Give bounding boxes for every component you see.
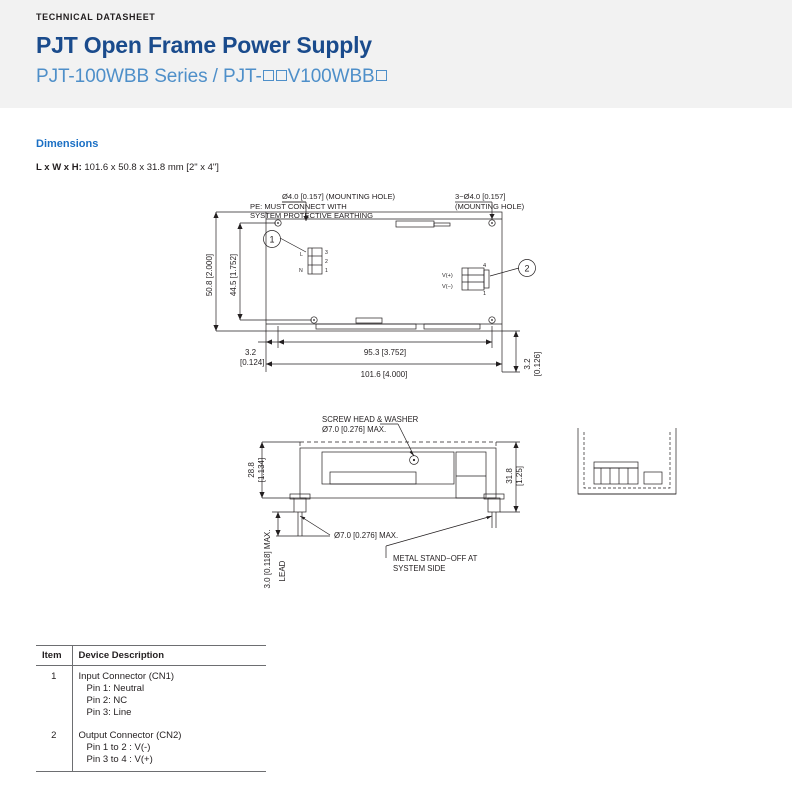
dim-3-2-left-line1: 3.2: [245, 348, 257, 357]
placeholder-box-icon: [263, 70, 274, 81]
table-header: [36, 646, 266, 666]
dim-28-8-line1: 28.8: [247, 462, 256, 478]
callout-1-label: 1: [269, 234, 275, 245]
dim-3-0-lead: 3.0 [0.118] MAX.: [263, 529, 272, 589]
dim-28-8-line2: [1.134]: [257, 457, 266, 483]
dimensions-value: 101.6 x 50.8 x 31.8 mm [2" x 4"]: [84, 162, 219, 173]
cn2-pin-4: 4: [483, 263, 487, 269]
description-line: Pin 1: Neutral: [86, 683, 145, 695]
row-item-number: 2: [36, 725, 72, 772]
subtitle-prefix: PJT-100WBB Series / PJT-: [36, 66, 262, 87]
cn2-label-vminus: V(−): [442, 284, 453, 290]
note-standoff-line1: METAL STAND−OFF AT: [393, 554, 478, 563]
page-title: PJT Open Frame Power Supply: [36, 32, 372, 58]
description-line: Input Connector (CN1): [78, 671, 175, 682]
cn1-label-n: N: [299, 268, 303, 274]
overall-dimensions-line: [36, 162, 219, 173]
table-row: [36, 725, 266, 772]
note-pe-line1: PE: MUST CONNECT WITH: [250, 202, 347, 211]
description-line: Pin 3 to 4 : V(+): [86, 753, 153, 765]
note-pe-line2: SYSTEM PROTECTIVE EARTHING: [250, 211, 374, 220]
dim-31-8-line2: [1.25]: [515, 465, 524, 487]
page-header: [0, 0, 792, 108]
dimension-drawings: [0, 176, 792, 621]
dim-44-5: 44.5 [1.752]: [229, 253, 238, 297]
note-mounting-hole-left: Ø4.0 [0.157] (MOUNTING HOLE): [282, 192, 396, 201]
dimensions-label: L x W x H:: [36, 162, 82, 173]
cn1-pin-3: 3: [325, 250, 328, 256]
cn1-label-l: L: [300, 252, 303, 258]
note-three-holes-line1: 3−Ø4.0 [0.157]: [455, 192, 506, 201]
cn1-pin-1: 1: [325, 268, 328, 274]
description-line: Pin 1 to 2 : V(-): [86, 741, 151, 753]
table-header-row: [36, 646, 266, 666]
placeholder-box-icon: [376, 70, 387, 81]
placeholder-box-icon: [276, 70, 287, 81]
dim-31-8-line1: 31.8: [505, 468, 514, 484]
device-description-table: [36, 645, 266, 772]
eyebrow-label: TECHNICAL DATASHEET: [36, 12, 156, 22]
row-device-description: [72, 725, 266, 772]
section-title-dimensions: Dimensions: [36, 138, 99, 150]
note-standoff-line2: SYSTEM SIDE: [393, 564, 446, 573]
cn2-pin-1: 1: [483, 291, 487, 297]
note-three-holes-line2: (MOUNTING HOLE): [455, 202, 525, 211]
note-washer: Ø7.0 [0.276] MAX.: [334, 531, 399, 540]
row-device-description: [72, 666, 266, 725]
description-line: Pin 3: Line: [86, 707, 132, 719]
dim-3-2-left-line2: [0.124]: [240, 358, 265, 367]
row-item-number: 1: [36, 666, 72, 725]
column-header-item: Item: [36, 646, 72, 666]
dim-3-2-right-line2: [0.126]: [533, 351, 542, 377]
description-line: Pin 2: NC: [86, 695, 128, 707]
note-screw-line2: Ø7.0 [0.276] MAX.: [322, 425, 387, 434]
column-header-device-description: Device Description: [72, 646, 266, 666]
dim-50-8: 50.8 [2.000]: [205, 253, 214, 297]
dim-95-3: 95.3 [3.752]: [363, 348, 407, 357]
cn2-label-vplus: V(+): [442, 273, 453, 279]
dim-101-6: 101.6 [4.000]: [360, 370, 408, 379]
description-line: Output Connector (CN2): [78, 729, 182, 741]
page-subtitle: [36, 66, 388, 88]
label-lead: LEAD: [278, 560, 287, 582]
dim-3-2-right-line1: 3.2: [523, 358, 532, 370]
note-screw-line1: SCREW HEAD & WASHER: [322, 415, 419, 424]
table-body: [36, 666, 266, 772]
cn1-pin-2: 2: [325, 259, 328, 265]
callout-2-label: 2: [524, 263, 530, 274]
table-row: [36, 666, 266, 725]
subtitle-middle: V100WBB: [287, 66, 375, 87]
